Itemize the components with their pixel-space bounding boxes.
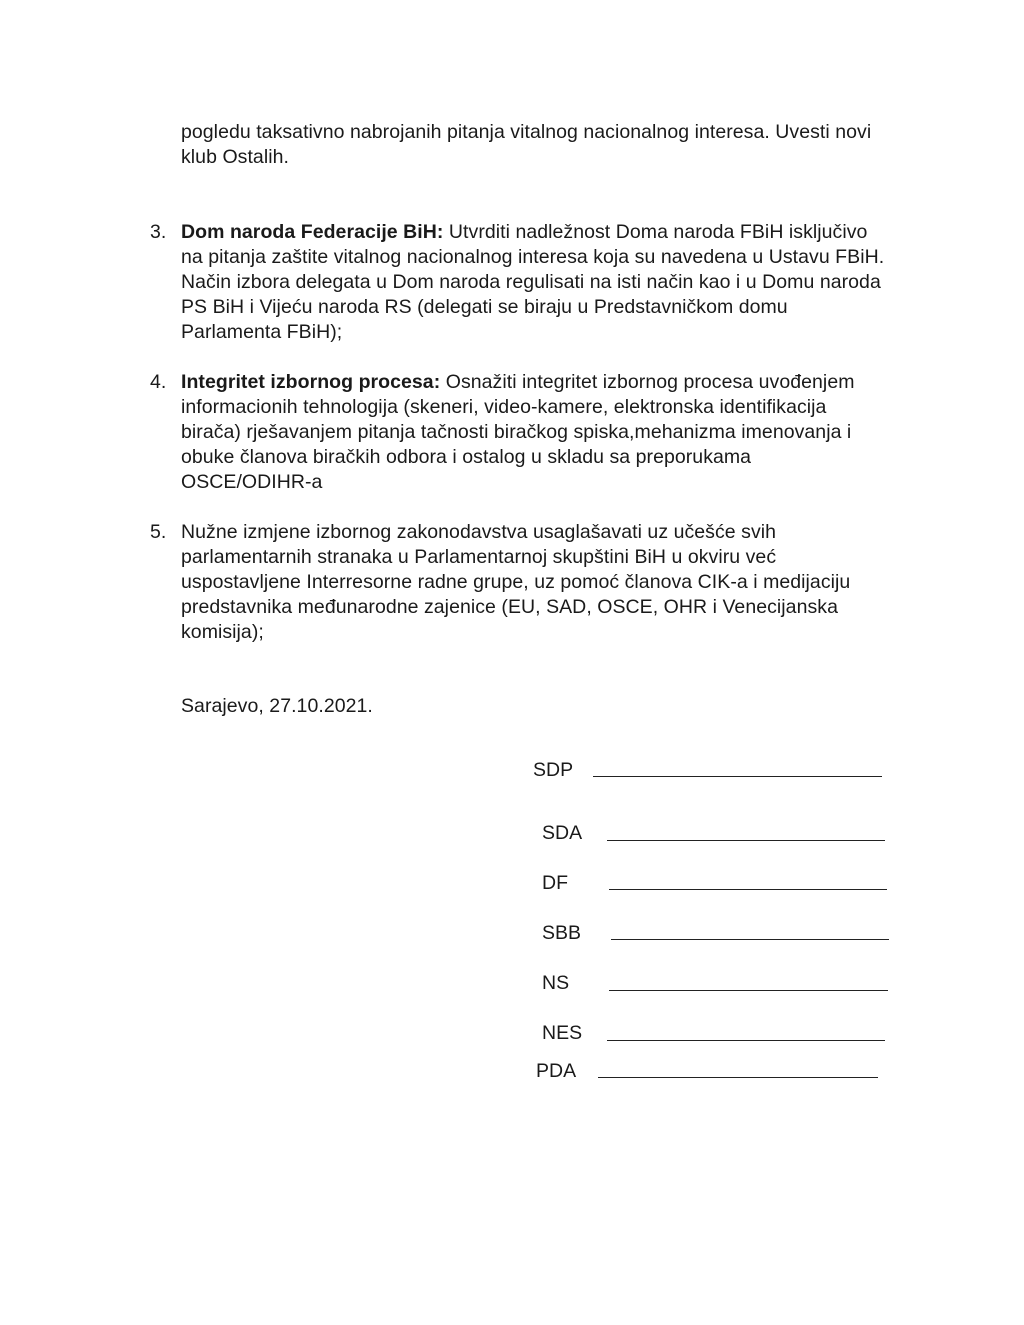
list-item-line: birača) rješavanjem pitanja tačnosti biračkog spiska,mehanizma imenovanja i [181,421,852,443]
list-item-title: Integritet izbornog procesa: [181,371,441,393]
list-item-line: uspostavljene Interresorne radne grupe, uz pomoć članova CIK-a i medijaciju [181,571,851,593]
signature-line [609,889,887,890]
signature-party-label: SDP [533,759,574,781]
list-number: 4. [150,371,167,393]
signature-party-label: NS [542,972,570,994]
paragraph-line: klub Ostalih. [181,146,289,168]
list-item-line: Način izbora delegata u Dom naroda regulisati na isti način kao i u Domu naroda [181,271,881,293]
list-item-text: Osnažiti integritet izbornog procesa uvođenjem [440,371,855,393]
signature-party-label: DF [542,872,568,894]
place-date: Sarajevo, 27.10.2021. [181,695,373,717]
list-item-first-line [181,220,867,245]
list-item-text: Utvrditi nadležnost Doma naroda FBiH isključivo [443,221,868,243]
signature-line [611,939,889,940]
list-item-line: komisija); [181,621,264,643]
list-item-line: informacionih tehnologija (skeneri, video-kamere, elektronska identifikacija [181,396,827,418]
paragraph-line: pogledu taksativno nabrojanih pitanja vitalnog nacionalnog interesa. Uvesti novi [181,121,872,143]
list-item-line: Nužne izmjene izbornog zakonodavstva usaglašavati uz učešće svih [181,521,777,543]
signature-line [609,990,888,991]
list-number: 5. [150,521,167,543]
list-item-line: PS BiH i Vijeću naroda RS (delegati se biraju u Predstavničkom domu [181,296,788,318]
signature-party-label: NES [542,1022,583,1044]
list-item-line: OSCE/ODIHR-a [181,471,323,493]
list-number: 3. [150,221,167,243]
list-item-line: obuke članova biračkih odbora i ostalog u skladu sa preporukama [181,446,752,468]
list-item-line: predstavnika međunarodne zajenice (EU, SAD, OSCE, OHR i Venecijanska [181,596,838,618]
list-item-line: Parlamenta FBiH); [181,321,343,343]
signature-line [607,840,885,841]
list-item-line: na pitanja zaštite vitalnog nacionalnog interesa koja su navedena u Ustavu FBiH. [181,246,885,268]
signature-line [607,1040,885,1041]
signature-party-label: SDA [542,822,583,844]
signature-party-label: PDA [536,1060,577,1082]
signature-line [593,776,882,777]
list-item-first-line [181,370,855,395]
list-item-line: parlamentarnih stranaka u Parlamentarnoj skupštini BiH u okviru već [181,546,777,568]
signature-line [598,1077,878,1078]
list-item-title: Dom naroda Federacije BiH: [181,221,444,243]
signature-party-label: SBB [542,922,582,944]
